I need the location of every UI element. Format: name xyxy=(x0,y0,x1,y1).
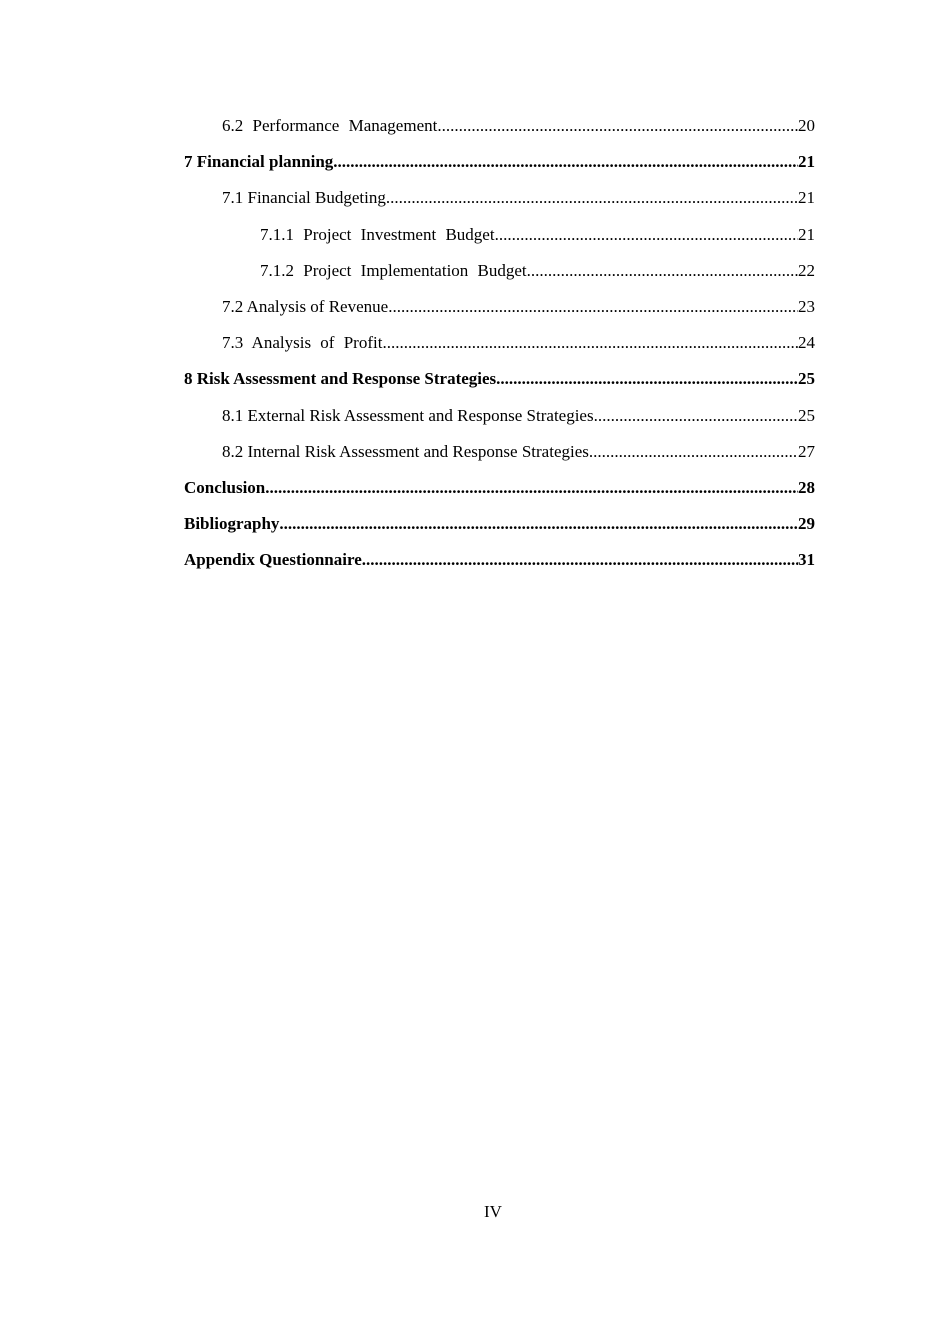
toc-entry-7-1[interactable] xyxy=(184,180,815,216)
toc-entry-title: 6.2 Performance Management xyxy=(222,116,438,135)
toc-entry-title: Appendix Questionnaire xyxy=(184,550,362,570)
toc-entry-page: 28 xyxy=(798,477,815,497)
toc-entry-title: 8 Risk Assessment and Response Strategies xyxy=(184,369,497,389)
toc-dot-leader xyxy=(437,108,798,144)
toc-entry-conclusion[interactable] xyxy=(184,470,815,506)
toc-dot-leader xyxy=(265,470,798,506)
toc-entry-8-1[interactable] xyxy=(184,398,815,434)
toc-dot-leader xyxy=(386,180,798,216)
toc-entry-title: Bibliography xyxy=(184,514,280,534)
toc-dot-leader xyxy=(527,253,798,289)
toc-entry-8[interactable] xyxy=(184,361,815,397)
toc-entry-page: 29 xyxy=(798,514,815,534)
table-of-contents xyxy=(184,108,815,578)
toc-entry-7-3[interactable] xyxy=(184,325,815,361)
toc-entry-bibliography[interactable] xyxy=(184,506,815,542)
toc-dot-leader xyxy=(589,434,798,470)
toc-entry-page: 24 xyxy=(798,333,815,353)
toc-entry-appendix[interactable] xyxy=(184,542,815,578)
toc-entry-page: 22 xyxy=(798,260,815,280)
toc-entry-6-2[interactable] xyxy=(184,108,815,144)
toc-entry-title: 7.2 Analysis of Revenue xyxy=(222,296,389,316)
toc-entry-page: 23 xyxy=(798,296,815,316)
toc-entry-7-2[interactable] xyxy=(184,289,815,325)
toc-entry-7-1-2[interactable] xyxy=(184,253,815,289)
toc-dot-leader xyxy=(362,542,798,578)
toc-dot-leader xyxy=(333,144,798,180)
toc-entry-page: 25 xyxy=(798,369,815,389)
toc-entry-7[interactable] xyxy=(184,144,815,180)
toc-entry-title: 7.1.1 Project Investment Budget xyxy=(260,224,495,244)
toc-dot-leader xyxy=(388,289,798,325)
page-number: IV xyxy=(484,1202,502,1221)
toc-dot-leader xyxy=(382,325,798,361)
toc-entry-title: 7.1 Financial Budgeting xyxy=(222,188,386,208)
toc-entry-page: 20 xyxy=(798,116,815,135)
toc-dot-leader xyxy=(594,398,798,434)
toc-entry-page: 27 xyxy=(798,441,815,461)
toc-entry-7-1-1[interactable] xyxy=(184,217,815,253)
toc-dot-leader xyxy=(496,361,798,397)
toc-entry-page: 21 xyxy=(798,152,815,172)
toc-entry-page: 25 xyxy=(798,405,815,425)
toc-dot-leader xyxy=(495,217,798,253)
toc-dot-leader xyxy=(279,506,798,542)
toc-entry-title: 8.1 External Risk Assessment and Response Strategies xyxy=(222,405,594,425)
toc-entry-title: 7 Financial planning xyxy=(184,152,334,172)
toc-entry-page: 31 xyxy=(798,550,815,570)
toc-entry-page: 21 xyxy=(798,188,815,208)
toc-entry-title: 7.3 Analysis of Profit xyxy=(222,333,383,353)
toc-entry-page: 21 xyxy=(798,224,815,244)
toc-entry-8-2[interactable] xyxy=(184,434,815,470)
toc-entry-title: Conclusion xyxy=(184,477,266,497)
toc-entry-title: 8.2 Internal Risk Assessment and Response Strategies xyxy=(222,441,589,461)
toc-entry-title: 7.1.2 Project Implementation Budget xyxy=(260,260,527,280)
